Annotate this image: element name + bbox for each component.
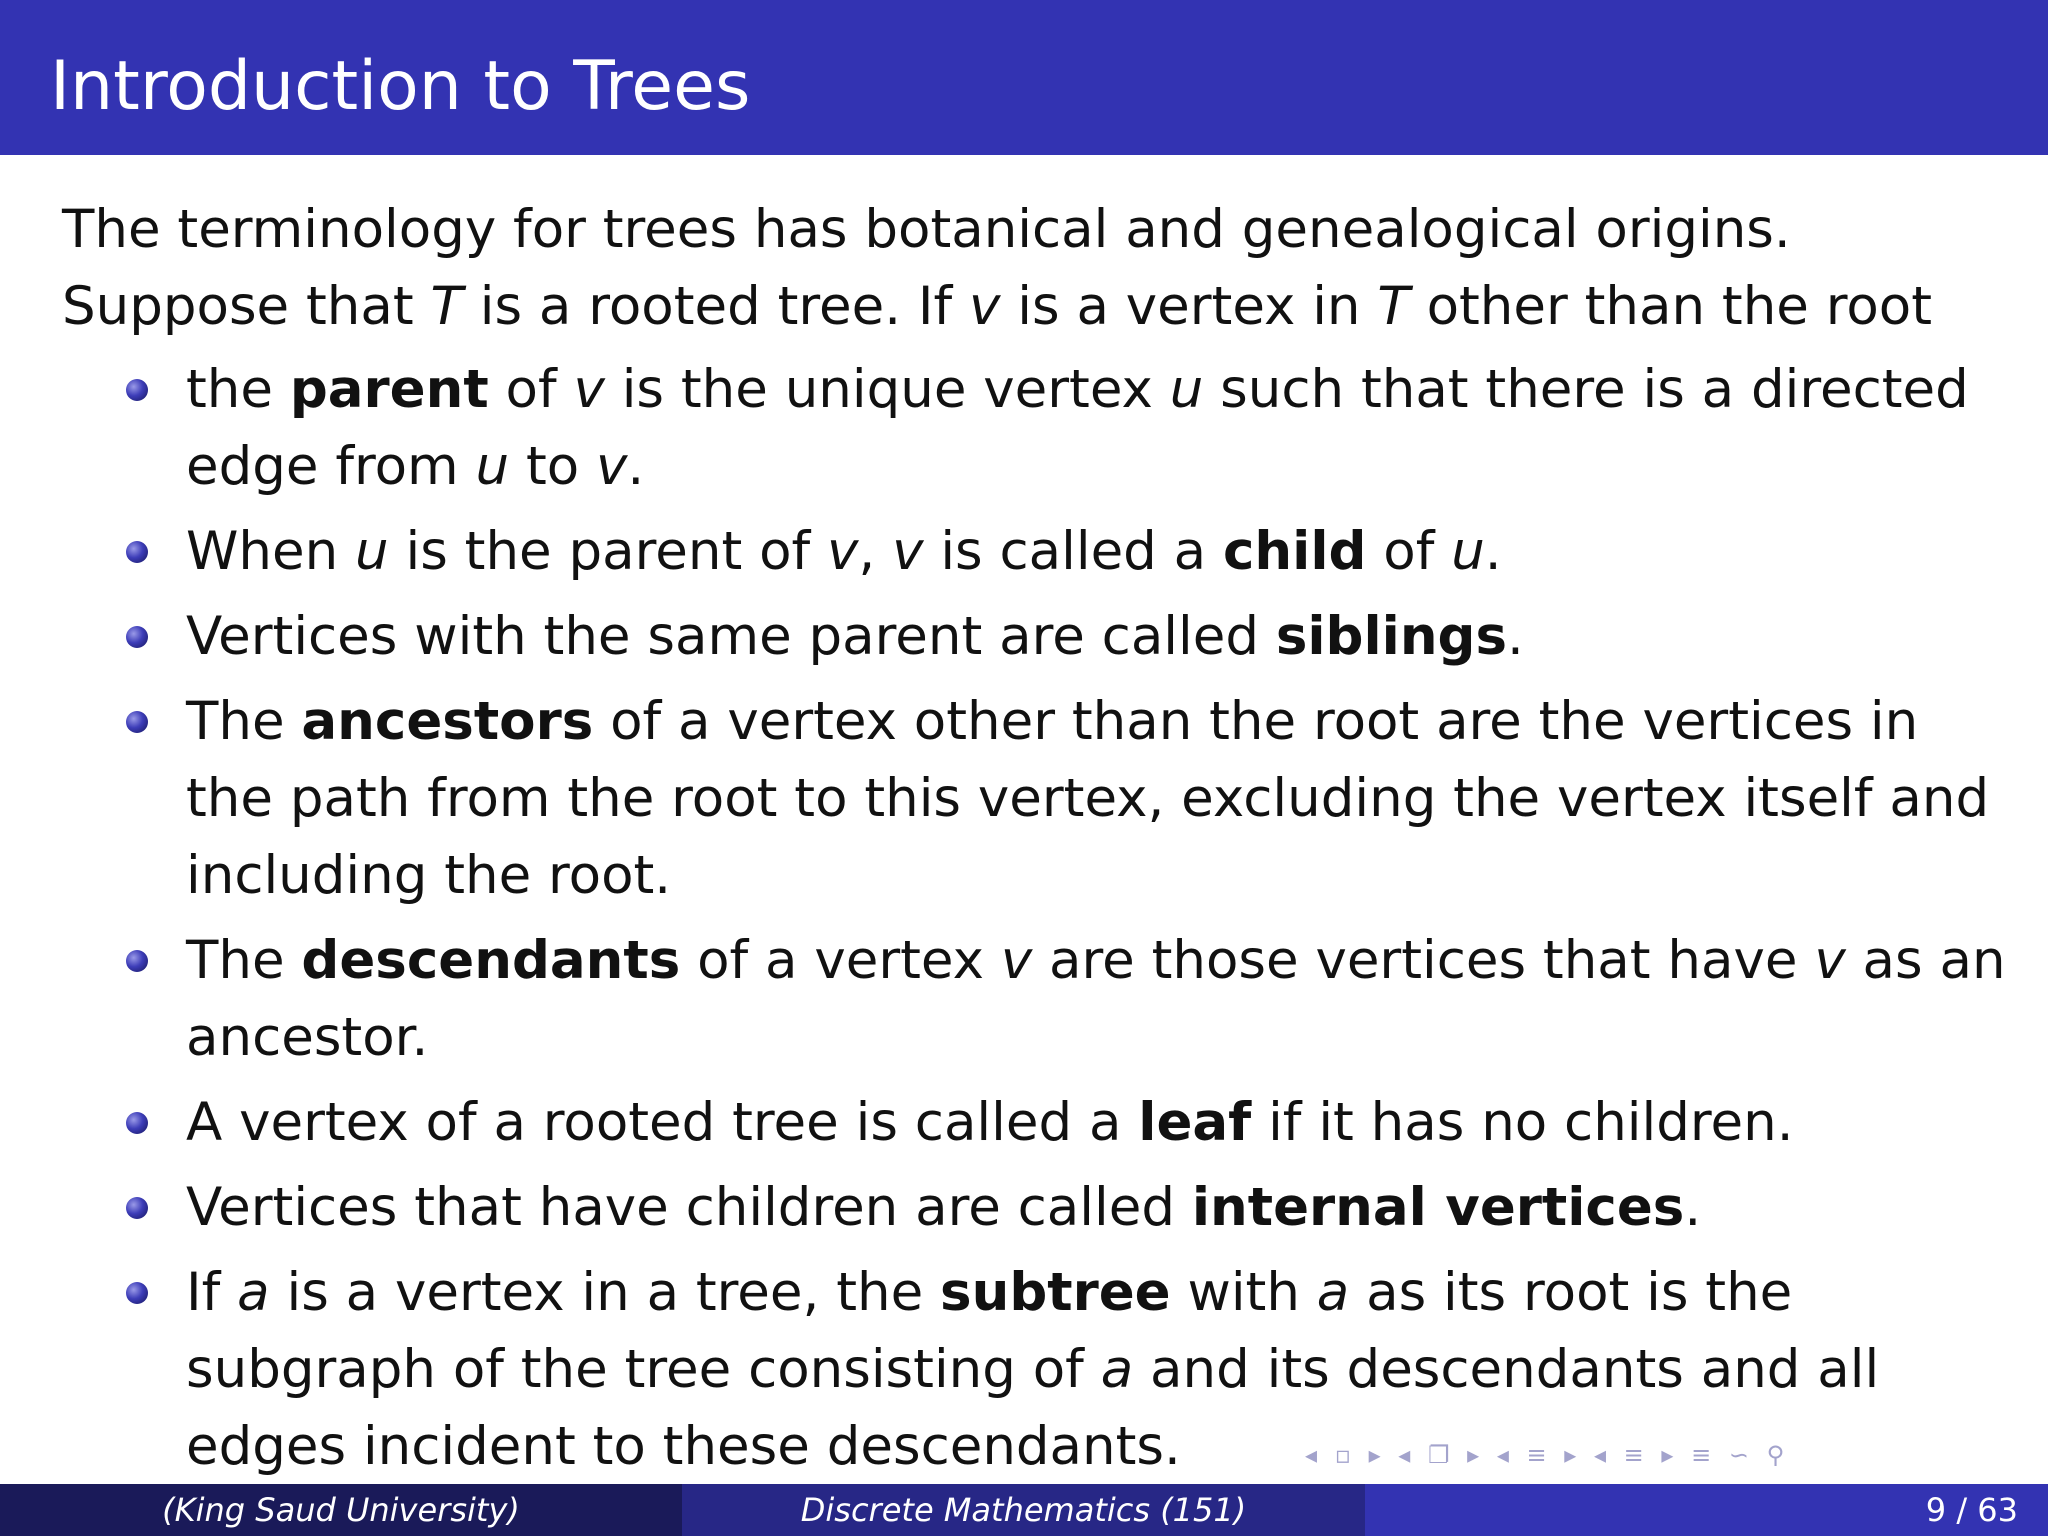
- math-variable: v: [1000, 930, 1033, 991]
- math-variable: v: [892, 521, 924, 582]
- math-variable: a: [1100, 1339, 1134, 1400]
- part-icon[interactable]: ≡: [1623, 1441, 1644, 1469]
- text-run: The terminology for trees has botanical and genealogical origins. Suppose that: [62, 199, 1791, 337]
- prev-section-icon[interactable]: ◂: [1496, 1441, 1509, 1469]
- prev-subsection-icon[interactable]: ◂: [1398, 1441, 1411, 1469]
- section-icon[interactable]: ≡: [1526, 1441, 1547, 1469]
- math-variable: v: [1814, 930, 1846, 991]
- intro-paragraph: [62, 191, 2022, 345]
- next-section-icon[interactable]: ▸: [1564, 1441, 1577, 1469]
- term-bold: parent: [289, 359, 489, 420]
- math-variable: v: [827, 521, 859, 582]
- math-variable: T: [1377, 276, 1410, 337]
- math-variable: u: [1169, 359, 1204, 420]
- text-run: of: [488, 359, 574, 420]
- bullet-icon: [126, 541, 148, 563]
- text-run: Vertices that have children are called: [186, 1177, 1192, 1238]
- text-run: is a vertex in a tree, the: [269, 1262, 941, 1323]
- math-variable: v: [596, 436, 628, 497]
- text-run: Vertices with the same parent are called: [186, 606, 1276, 667]
- appendix-icon[interactable]: ≡: [1691, 1441, 1712, 1469]
- bullet-icon: [126, 1112, 148, 1134]
- term-bold: child: [1223, 521, 1367, 582]
- text-run: is a rooted tree. If: [462, 276, 970, 337]
- term-bold: ancestors: [301, 691, 594, 752]
- math-variable: u: [355, 521, 389, 582]
- text-run: .: [1684, 1177, 1702, 1238]
- next-frame-icon[interactable]: ▸: [1368, 1441, 1381, 1469]
- text-run: is called a: [923, 521, 1223, 582]
- slide-title: Introduction to Trees: [50, 47, 751, 126]
- text-run: .: [627, 436, 645, 497]
- page-number: 9 / 63: [1925, 1491, 2018, 1529]
- bullet-icon: [126, 950, 148, 972]
- text-run: and its descendants and all edges incident to these descendants.: [186, 1339, 1880, 1477]
- slide-content: [62, 191, 2022, 1493]
- bullet-item: [62, 1084, 2022, 1161]
- term-bold: leaf: [1138, 1092, 1252, 1153]
- math-variable: u: [1451, 521, 1485, 582]
- search-icon[interactable]: ∽: [1728, 1441, 1749, 1469]
- text-run: of a vertex: [680, 930, 1001, 991]
- math-variable: v: [573, 359, 605, 420]
- math-variable: a: [237, 1262, 270, 1323]
- prev-part-icon[interactable]: ◂: [1593, 1441, 1606, 1469]
- text-run: .: [1484, 521, 1502, 582]
- next-part-icon[interactable]: ▸: [1661, 1441, 1674, 1469]
- bullet-icon: [126, 711, 148, 733]
- text-run: is the parent of: [388, 521, 828, 582]
- bullet-item: [62, 598, 2022, 675]
- math-variable: v: [969, 276, 1001, 337]
- footer-course: Discrete Mathematics (151): [682, 1484, 1365, 1536]
- text-run: When: [186, 521, 356, 582]
- text-run: is a vertex in: [1000, 276, 1378, 337]
- text-run: of a vertex other than the root are the vertices in the path from the root to this vertex, excluding the vertex itself and including the root.: [186, 691, 1990, 906]
- bullet-item: [62, 1169, 2022, 1246]
- text-run: are those vertices that have: [1032, 930, 1815, 991]
- term-bold: subtree: [940, 1262, 1171, 1323]
- text-run: If: [186, 1262, 238, 1323]
- bullet-list: [62, 351, 2022, 1485]
- text-run: of: [1366, 521, 1452, 582]
- bullet-icon: [126, 1282, 148, 1304]
- text-run: The: [186, 930, 302, 991]
- text-run: A vertex of a rooted tree is called a: [186, 1092, 1139, 1153]
- zoom-icon[interactable]: ⚲: [1766, 1441, 1785, 1469]
- text-run: if it has no children.: [1251, 1092, 1794, 1153]
- math-variable: a: [1316, 1262, 1350, 1323]
- footer-author: (King Saud University): [0, 1484, 682, 1536]
- bullet-icon: [126, 626, 148, 648]
- text-run: to: [509, 436, 597, 497]
- term-bold: descendants: [301, 930, 681, 991]
- title-bar: [0, 0, 2048, 155]
- frame-icon[interactable]: ▫: [1334, 1441, 1351, 1469]
- math-variable: T: [430, 276, 463, 337]
- bullet-item: [62, 351, 2022, 505]
- text-run: ,: [858, 521, 893, 582]
- navigation-bar: [1305, 1440, 1794, 1470]
- text-run: such that there is a directed edge from: [186, 359, 1969, 497]
- next-subsection-icon[interactable]: ▸: [1467, 1441, 1480, 1469]
- text-run: the: [186, 359, 290, 420]
- footer: [0, 1484, 2048, 1536]
- prev-frame-icon[interactable]: ◂: [1305, 1441, 1318, 1469]
- text-run: as its root is the subgraph of the tree consisting of: [186, 1262, 1793, 1400]
- term-bold: internal vertices: [1191, 1177, 1685, 1238]
- math-variable: u: [475, 436, 510, 497]
- text-run: with: [1170, 1262, 1317, 1323]
- bullet-icon: [126, 1197, 148, 1219]
- footer-page-counter: [1365, 1484, 2048, 1536]
- text-run: other than the root: [1409, 276, 1933, 337]
- text-run: is the unique vertex: [604, 359, 1170, 420]
- bullet-item: [62, 683, 2022, 914]
- text-run: .: [1507, 606, 1524, 667]
- text-run: as an ancestor.: [186, 930, 2006, 1068]
- subsection-icon[interactable]: ❐: [1427, 1441, 1450, 1469]
- bullet-item: [62, 922, 2022, 1076]
- bullet-icon: [126, 379, 148, 401]
- bullet-item: [62, 513, 2022, 590]
- term-bold: siblings: [1275, 606, 1508, 667]
- text-run: The: [186, 691, 302, 752]
